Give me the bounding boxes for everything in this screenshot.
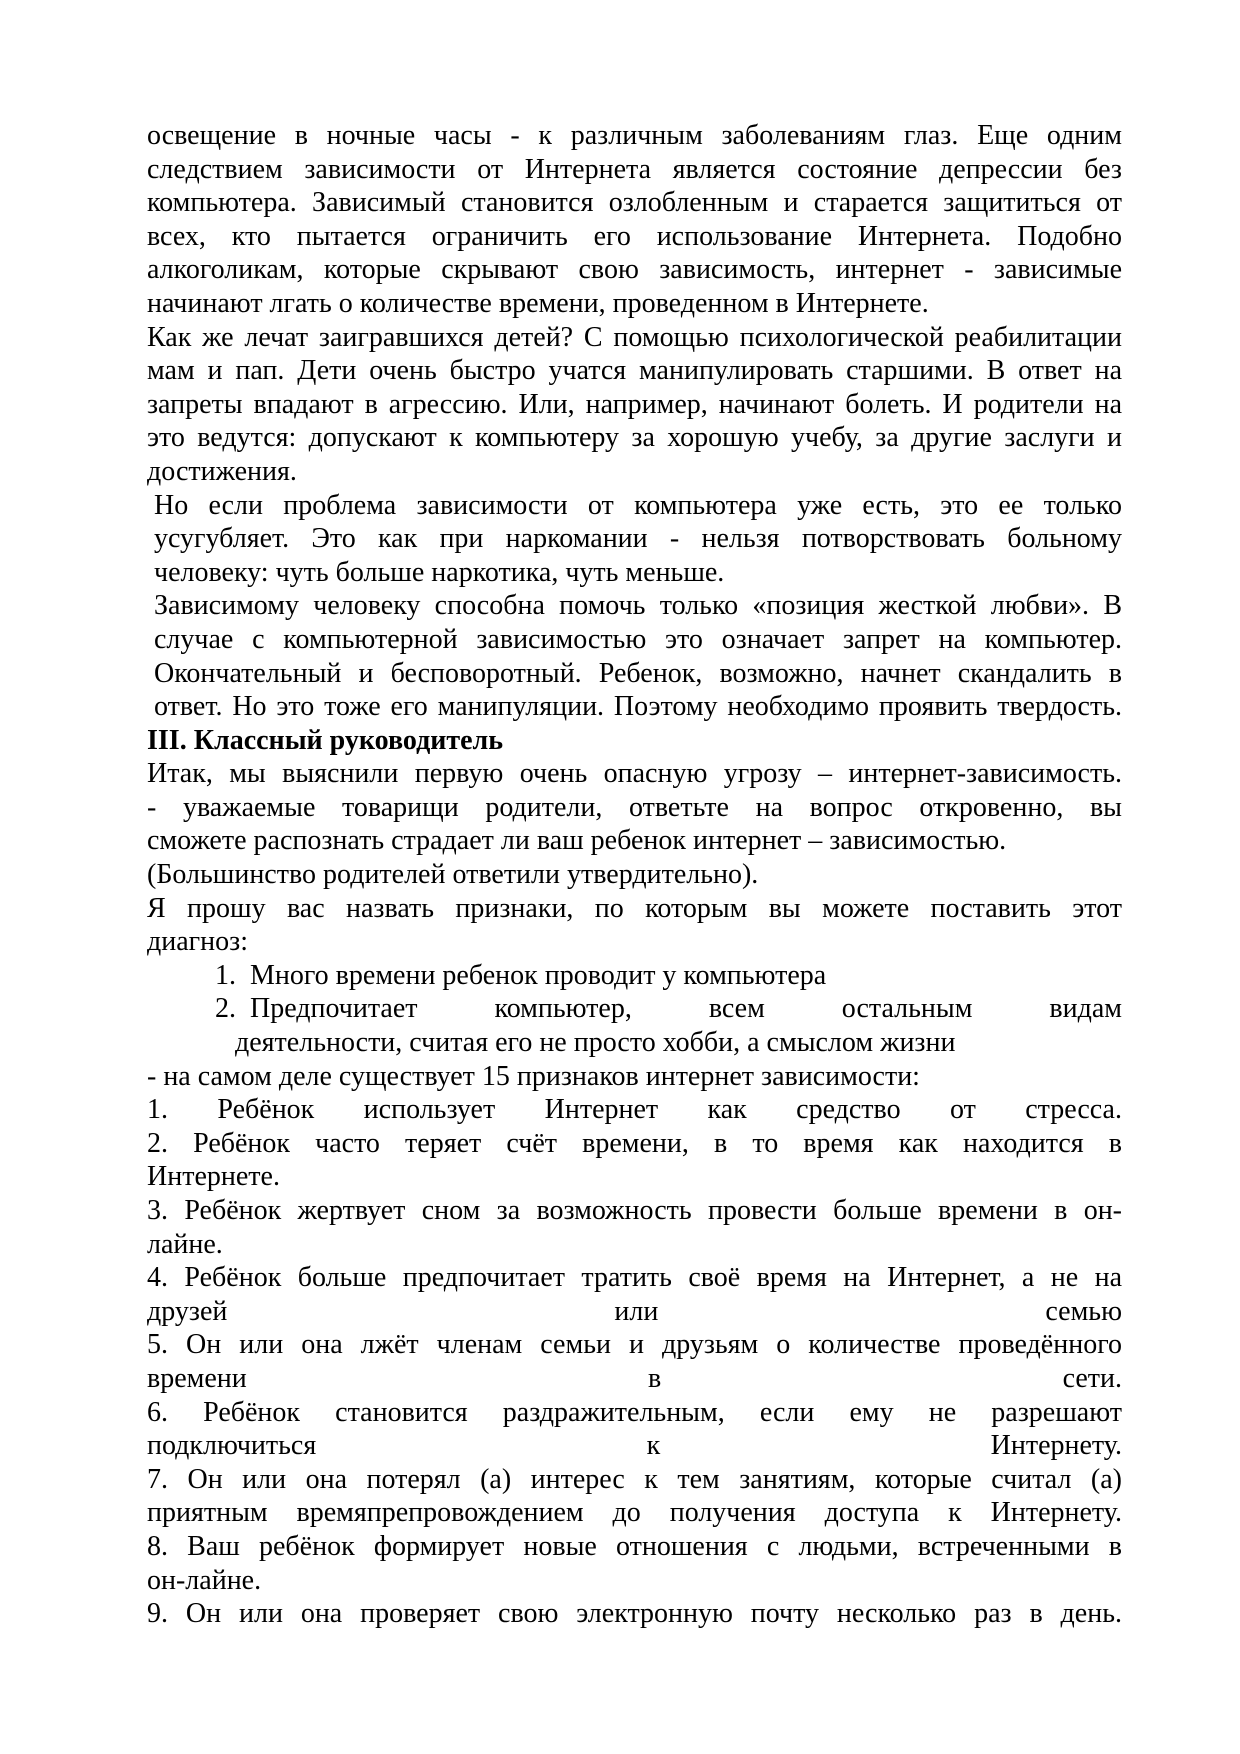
list-item-line — [147, 959, 1122, 993]
line-text: диагноз: — [147, 926, 248, 958]
text-line — [147, 556, 1122, 590]
line-text: Предпочитает компьютер, всем остальным видам — [250, 993, 1122, 1025]
line-text: 7. Он или она потерял (а) интерес к тем занятиям, которые считал (а) — [147, 1463, 1122, 1495]
line-text: Но если проблема зависимости от компьютера уже есть, это ее только — [154, 489, 1122, 521]
line-text: освещение в ночные часы - к различным заболеваниям глаз. Еще одним — [147, 120, 1122, 151]
line-text: Окончательный и бесповоротный. Ребенок, возможно, начнет скандалить в — [154, 657, 1122, 689]
text-line — [147, 623, 1122, 657]
line-text: - уважаемые товарищи родители, ответьте на вопрос откровенно, вы — [147, 791, 1122, 823]
line-text: начинают лгать о количестве времени, проведенном в Интернете. — [147, 287, 929, 319]
list-number: 2. — [215, 993, 236, 1025]
text-line — [147, 1160, 1122, 1194]
text-line — [147, 220, 1122, 254]
line-text: следствием зависимости от Интернета является состояние депрессии без — [147, 153, 1122, 185]
text-line — [147, 354, 1122, 388]
text-line — [147, 1564, 1122, 1598]
line-text: Зависимому человеку способна помочь только «позиция жесткой любви». В — [154, 590, 1122, 622]
line-text: III. Классный руководитель — [147, 724, 504, 756]
text-line — [147, 824, 1122, 858]
text-line — [147, 1496, 1122, 1530]
line-text: подключиться к Интернету. — [147, 1430, 1122, 1462]
line-text: Итак, мы выяснили первую очень опасную угрозу – интернет-зависимость. — [147, 758, 1122, 790]
text-line — [147, 1396, 1122, 1430]
text-line — [147, 119, 1122, 153]
line-text: Интернете. — [147, 1161, 280, 1193]
text-block — [147, 119, 1122, 1631]
text-line — [147, 925, 1122, 959]
section-heading — [147, 724, 1122, 758]
text-line — [147, 1328, 1122, 1362]
text-line — [147, 858, 1122, 892]
text-line — [147, 455, 1122, 489]
text-line — [147, 1463, 1122, 1497]
line-text: всех, кто пытается ограничить его использование Интернета. Подобно — [147, 220, 1122, 252]
line-text: 1. Ребёнок использует Интернет как средство от стресса. — [147, 1094, 1122, 1126]
text-line — [147, 1060, 1122, 1094]
text-line — [147, 1597, 1122, 1631]
text-line — [147, 321, 1122, 355]
text-line — [147, 253, 1122, 287]
list-number: 1. — [215, 959, 236, 991]
text-line — [147, 1026, 1122, 1060]
line-text: 3. Ребёнок жертвует сном за возможность провести больше времени в он- — [147, 1195, 1122, 1226]
text-line — [147, 186, 1122, 220]
line-text: мам и пап. Дети очень быстро учатся манипулировать старшими. В ответ на — [147, 355, 1122, 387]
text-line — [147, 1530, 1122, 1564]
line-text: запреты впадают в агрессию. Или, например, начинают болеть. И родители на — [147, 388, 1122, 420]
line-text: случае с компьютерной зависимостью это означает запрет на компьютер. — [154, 623, 1122, 655]
line-text: это ведутся: допускают к компьютеру за хорошую учебу, за другие заслуги и — [147, 422, 1122, 454]
line-text: деятельности, считая его не просто хобби, а смыслом жизни — [235, 1027, 956, 1059]
line-text: 2. Ребёнок часто теряет счёт времени, в то время как находится в — [147, 1127, 1122, 1159]
text-line — [147, 421, 1122, 455]
line-text: Я прошу вас назвать признаки, по которым вы можете поставить этот — [147, 892, 1122, 924]
line-text: 4. Ребёнок больше предпочитает тратить своё время на Интернет, а не на — [147, 1262, 1122, 1294]
text-line — [147, 1295, 1122, 1329]
text-line — [147, 892, 1122, 926]
text-line — [147, 589, 1122, 623]
text-line — [147, 1261, 1122, 1295]
line-text: - на самом деле существует 15 признаков интернет зависимости: — [147, 1060, 920, 1092]
line-text: алкоголикам, которые скрывают свою зависимость, интернет - зависимые — [147, 254, 1122, 286]
line-text: усугубляет. Это как при наркомании - нельзя потворствовать больному — [154, 523, 1122, 555]
line-text: 8. Ваш ребёнок формирует новые отношения с людьми, встреченными в — [147, 1530, 1122, 1562]
text-line — [147, 657, 1122, 691]
line-text: сможете распознать страдает ли ваш ребенок интернет – зависимостью. — [147, 825, 1007, 857]
line-text: друзей или семью — [147, 1295, 1122, 1327]
text-line — [147, 1429, 1122, 1463]
text-line — [147, 287, 1122, 321]
text-line — [147, 1194, 1122, 1228]
line-text: человеку: чуть больше наркотика, чуть меньше. — [154, 556, 725, 588]
line-text: достижения. — [147, 455, 297, 487]
text-line — [147, 1228, 1122, 1262]
line-text: 6. Ребёнок становится раздражительным, если ему не разрешают — [147, 1396, 1122, 1428]
text-line — [147, 690, 1122, 724]
line-text: 9. Он или она проверяет свою электронную почту несколько раз в день. — [147, 1598, 1122, 1630]
line-text: времени в сети. — [147, 1362, 1122, 1394]
line-text: лайне. — [147, 1228, 223, 1260]
text-line — [147, 388, 1122, 422]
line-text: 5. Он или она лжёт членам семьи и друзьям о количестве проведённого — [147, 1329, 1122, 1361]
line-text: Много времени ребенок проводит у компьютера — [250, 959, 827, 991]
line-text: (Большинство родителей ответили утвердительно). — [147, 859, 759, 891]
line-text: ответ. Но это тоже его манипуляции. Поэтому необходимо проявить твердость. — [154, 691, 1122, 723]
text-line — [147, 1362, 1122, 1396]
text-line — [147, 1093, 1122, 1127]
line-text: Как же лечат заигравшихся детей? С помощью психологической реабилитации — [147, 321, 1122, 353]
text-line — [147, 791, 1122, 825]
line-text: приятным времяпрепровождением до получения доступа к Интернету. — [147, 1497, 1122, 1529]
text-line — [147, 757, 1122, 791]
text-line — [147, 1127, 1122, 1161]
text-line — [147, 489, 1122, 523]
text-line — [147, 522, 1122, 556]
line-text: компьютера. Зависимый становится озлобленным и старается защититься от — [147, 187, 1122, 219]
text-line — [147, 153, 1122, 187]
line-text: он-лайне. — [147, 1564, 262, 1596]
list-item-line — [147, 992, 1122, 1026]
